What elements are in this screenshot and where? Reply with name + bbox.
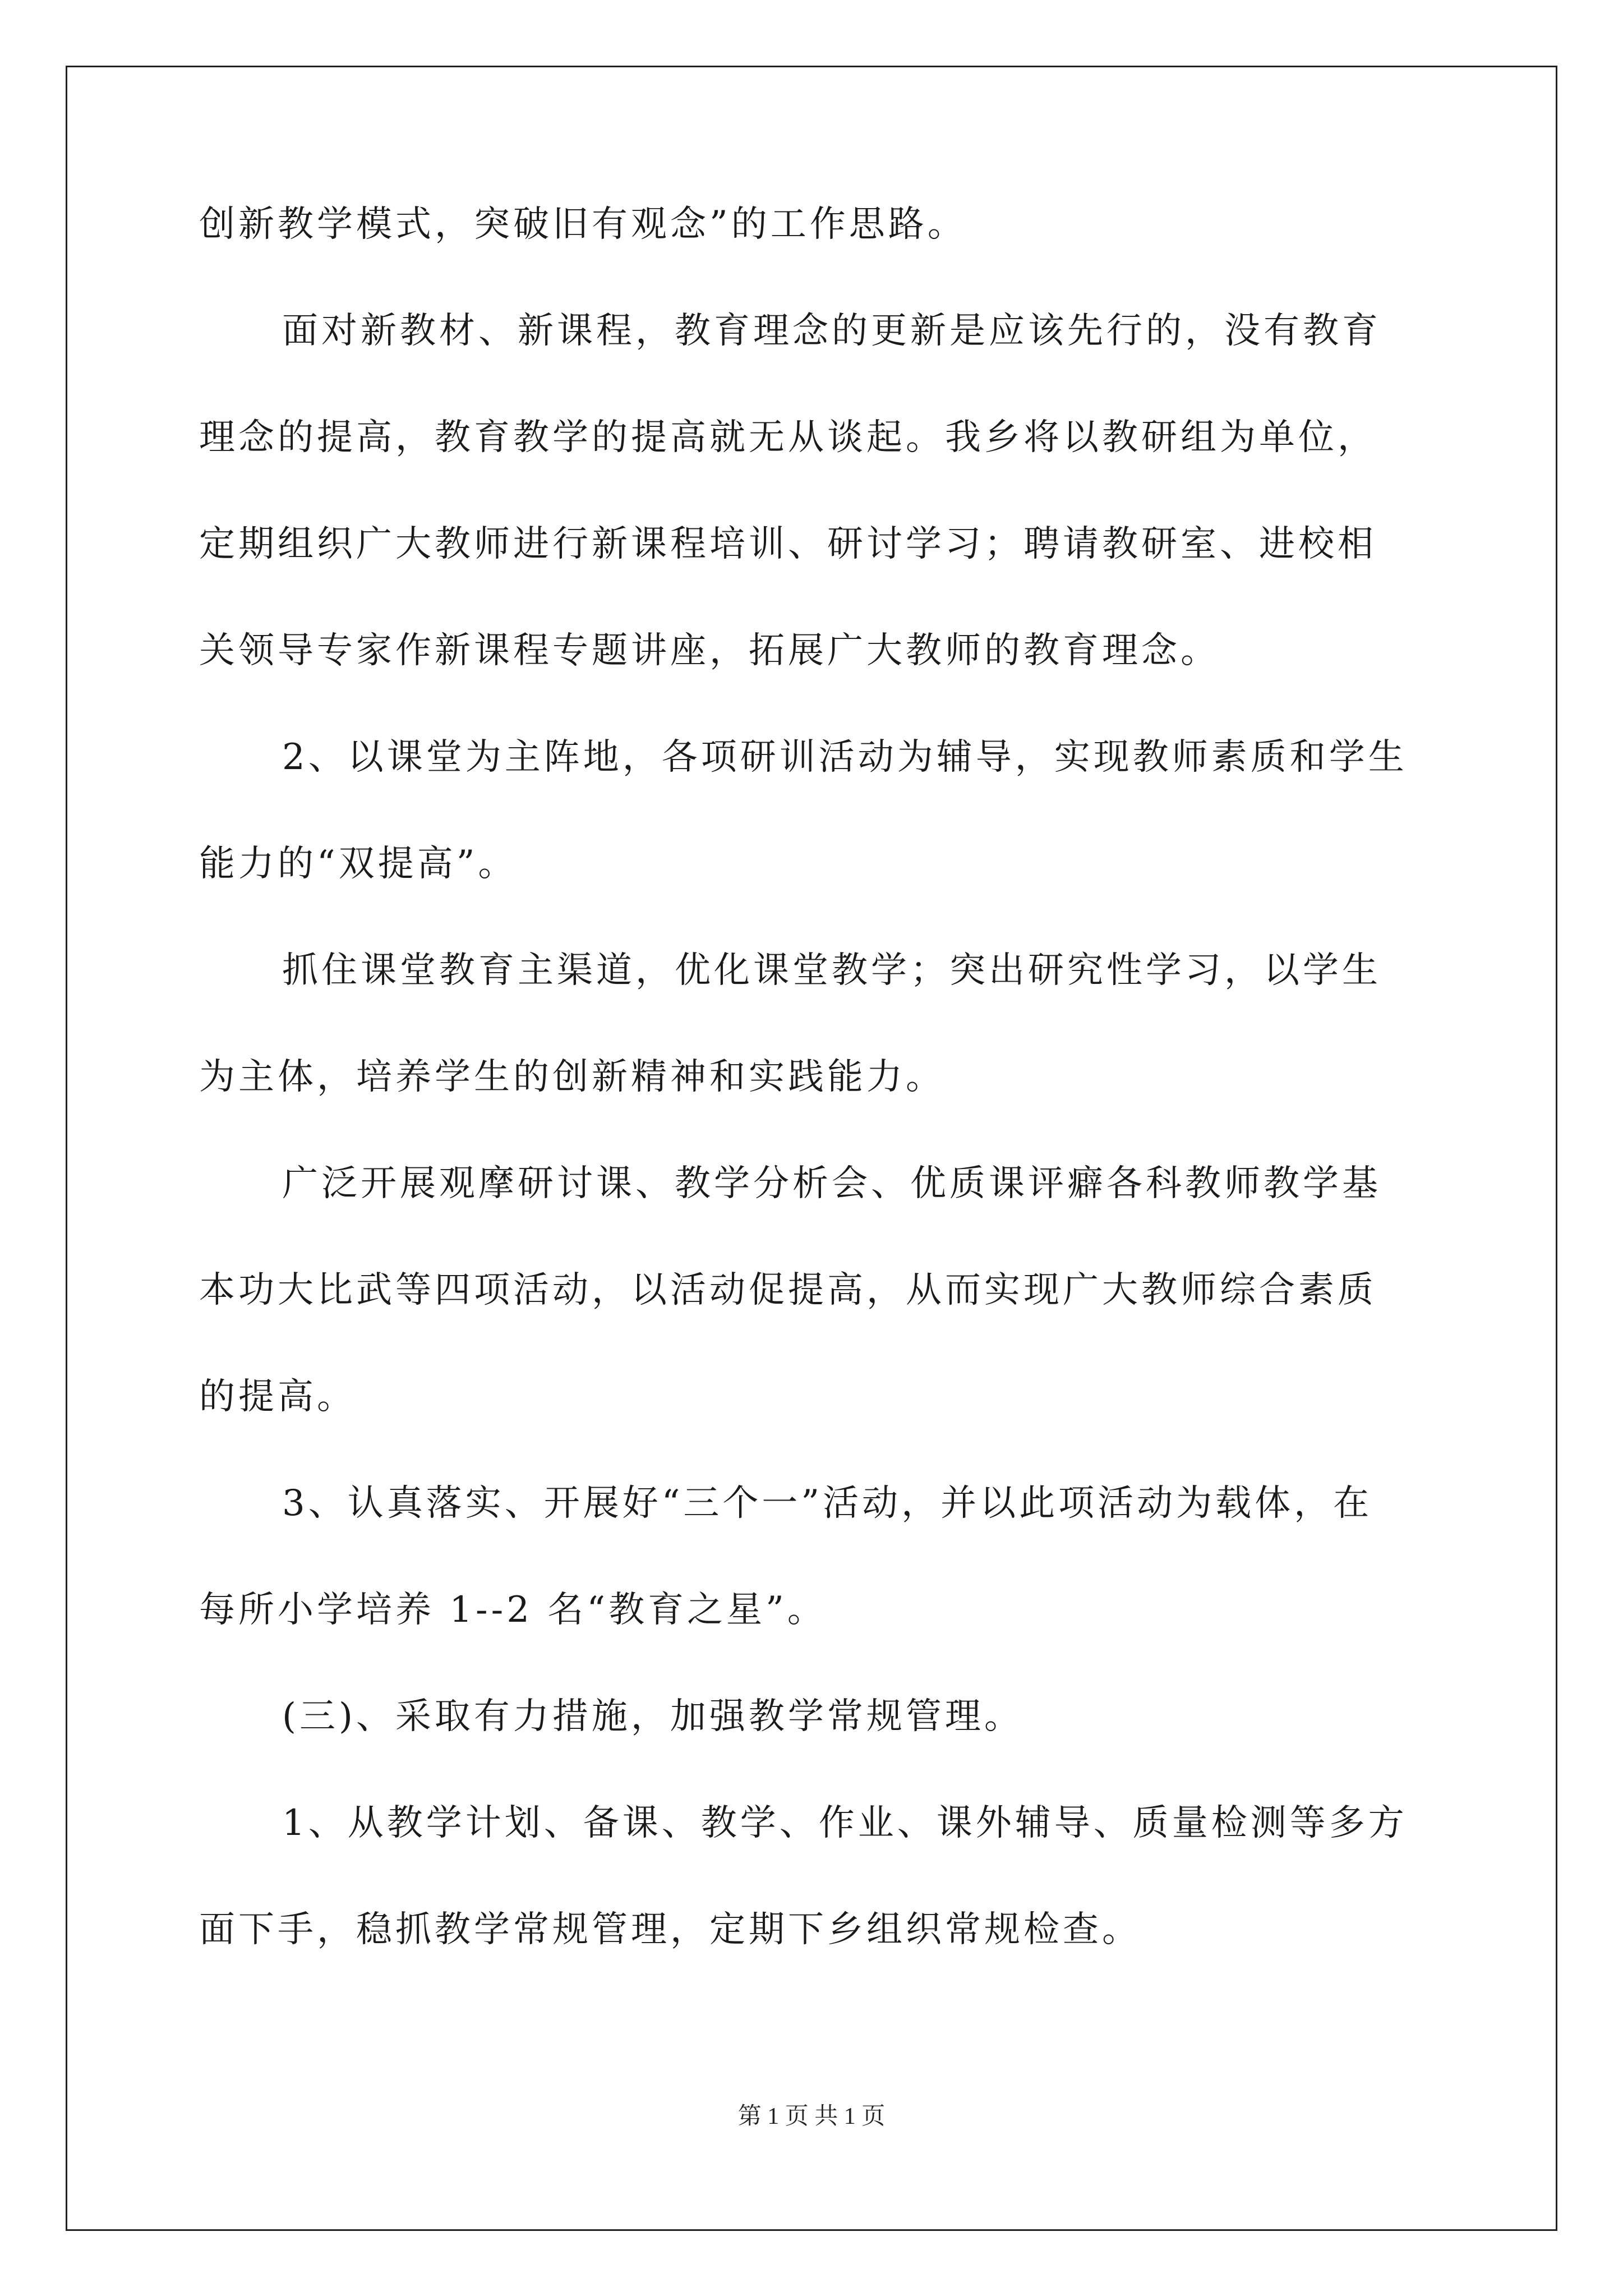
page-number-label: 第 1 页 共 1 页 (737, 2104, 886, 2129)
text-line: 创新教学模式，突破旧有观念”的工作思路。 (199, 204, 967, 245)
text-line: 每所小学培养 1--2 名“教育之星”。 (199, 1589, 827, 1631)
text-line: 面下手，稳抓教学常规管理，定期下乡组织常规检查。 (199, 1909, 1141, 1950)
text-line: 理念的提高，教育教学的提高就无从谈起。我乡将以教研组为单位， (199, 417, 1377, 458)
page-footer (0, 2101, 1623, 2132)
text-line: 1、从教学计划、备课、教学、作业、课外辅导、质量检测等多方 (282, 1802, 1408, 1844)
text-line: 关领导专家作新课程专题讲座，拓展广大教师的教育理念。 (199, 630, 1220, 671)
page-border (66, 66, 1557, 2231)
text-line: (三)、采取有力措施，加强教学常规管理。 (282, 1696, 1023, 1737)
text-line: 为主体，培养学生的创新精神和实践能力。 (199, 1056, 945, 1098)
text-line: 抓住课堂教育主渠道，优化课堂教学；突出研究性学习，以学生 (282, 950, 1381, 991)
text-line: 3、认真落实、开展好“三个一”活动，并以此项活动为载体，在 (282, 1483, 1373, 1524)
text-line: 广泛开展观摩研讨课、教学分析会、优质课评癖各科教师教学基 (282, 1163, 1381, 1204)
text-line: 面对新教材、新课程，教育理念的更新是应该先行的，没有教育 (282, 310, 1381, 352)
text-line: 2、以课堂为主阵地，各项研训活动为辅导，实现教师素质和学生 (282, 737, 1408, 778)
text-line: 定期组织广大教师进行新课程培训、研讨学习；聘请教研室、进校相 (199, 523, 1377, 565)
text-line: 的提高。 (199, 1376, 356, 1418)
text-line: 能力的“双提高”。 (199, 843, 518, 885)
text-line: 本功大比武等四项活动，以活动促提高，从而实现广大教师综合素质 (199, 1269, 1377, 1311)
